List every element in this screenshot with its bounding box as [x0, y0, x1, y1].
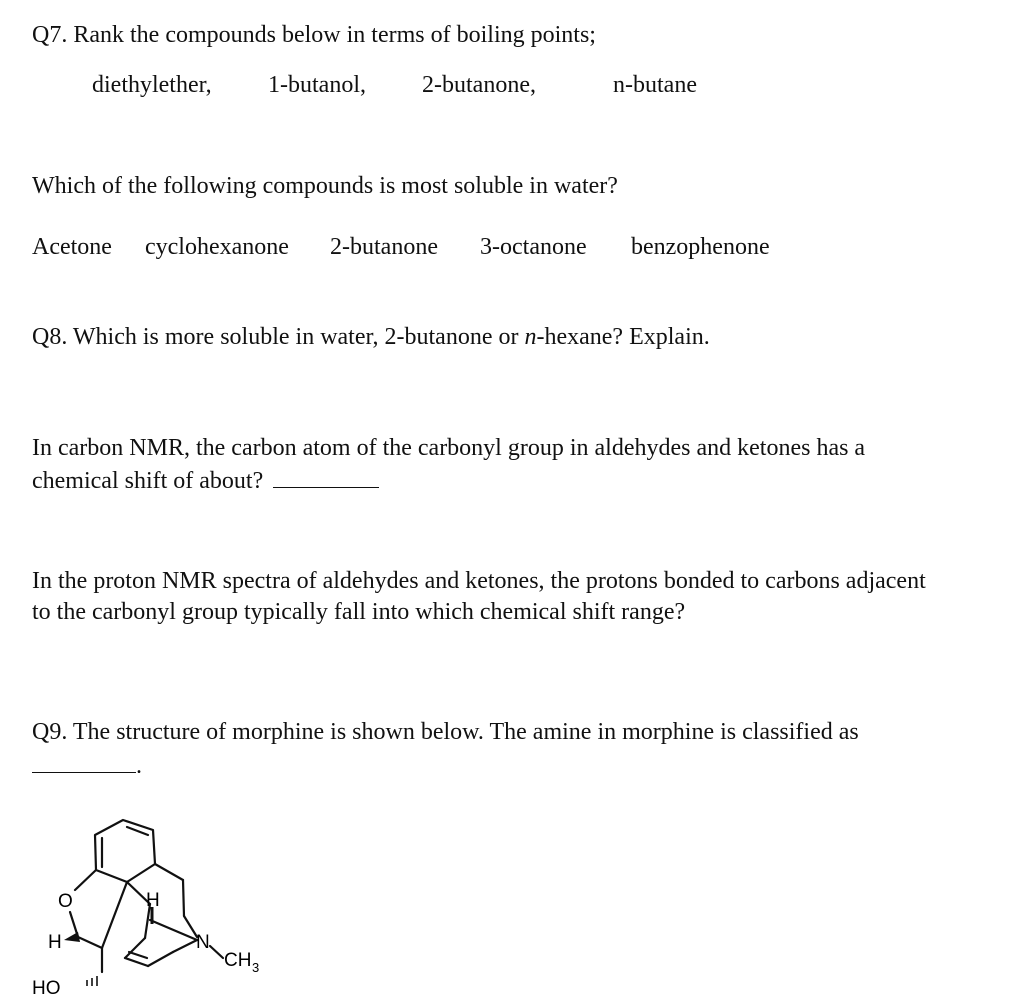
atom-h-left: H — [48, 932, 62, 953]
option-cyclohexanone: cyclohexanone — [145, 234, 289, 260]
wedge-h-left — [64, 932, 80, 942]
option-benzophenone: benzophenone — [631, 234, 770, 260]
bond-c6-c13 — [102, 882, 127, 948]
compound-n-butane: n-butane — [613, 72, 697, 98]
q9-line-2 — [32, 750, 142, 781]
compound-1-butanol: 1-butanol, — [268, 72, 366, 98]
q7-prompt: Q7. Rank the compounds below in terms of boiling points; — [32, 22, 596, 48]
q8-suffix: -hexane? Explain. — [536, 324, 710, 350]
atom-h-top: H — [146, 890, 160, 911]
option-3-octanone: 3-octanone — [480, 234, 587, 260]
q8-italic-n: n — [524, 324, 537, 350]
bond-n-methyl — [210, 946, 223, 958]
bond-c10-c11 — [183, 880, 184, 916]
compound-diethylether: diethylether, — [92, 72, 212, 98]
aromatic-ring — [95, 820, 155, 882]
hnmr-line-2: to the carbonyl group typically fall into which chemical shift range? — [32, 599, 686, 625]
bond-c6a-n — [173, 940, 197, 952]
morphine-structure — [20, 800, 320, 1005]
bond-ring-to-o — [75, 870, 96, 890]
q9-answer-blank[interactable] — [32, 750, 136, 773]
bond-c5-c6 — [78, 937, 102, 948]
bond-n-c15 — [150, 920, 197, 940]
cnmr-line-1: In carbon NMR, the carbon atom of the carbonyl group in aldehydes and ketones has a — [32, 435, 866, 461]
bond-double-c7-c8 — [129, 952, 147, 958]
bond-c7-c6a — [148, 952, 173, 966]
group-ch3-subscript: 3 — [252, 960, 260, 975]
hashed-bond-ho — [87, 976, 97, 986]
group-ho: HO — [32, 978, 61, 999]
hnmr-line-1: In the proton NMR spectra of aldehydes and ketones, the protons bonded to carbons adjacent — [32, 568, 926, 594]
atom-n: N — [196, 932, 210, 953]
q9-line-1: Q9. The structure of morphine is shown below. The amine in morphine is classified as — [32, 719, 859, 745]
solubility-prompt: Which of the following compounds is most soluble in water? — [32, 173, 618, 199]
bond-c8-c7 — [125, 958, 148, 966]
cnmr-line-2 — [32, 465, 379, 496]
bond-c10 — [155, 864, 183, 880]
q8-question — [32, 322, 710, 352]
option-2-butanone: 2-butanone — [330, 234, 438, 260]
group-ch3: CH — [224, 950, 252, 971]
cnmr-question: chemical shift of about? — [32, 468, 264, 494]
compound-2-butanone: 2-butanone, — [422, 72, 536, 98]
option-acetone: Acetone — [32, 234, 112, 260]
atom-o: O — [58, 891, 73, 912]
q8-prefix: Q8. Which is more soluble in water, 2-butanone or — [32, 324, 525, 350]
cnmr-answer-blank[interactable] — [273, 465, 379, 488]
q9-period: . — [136, 753, 142, 779]
